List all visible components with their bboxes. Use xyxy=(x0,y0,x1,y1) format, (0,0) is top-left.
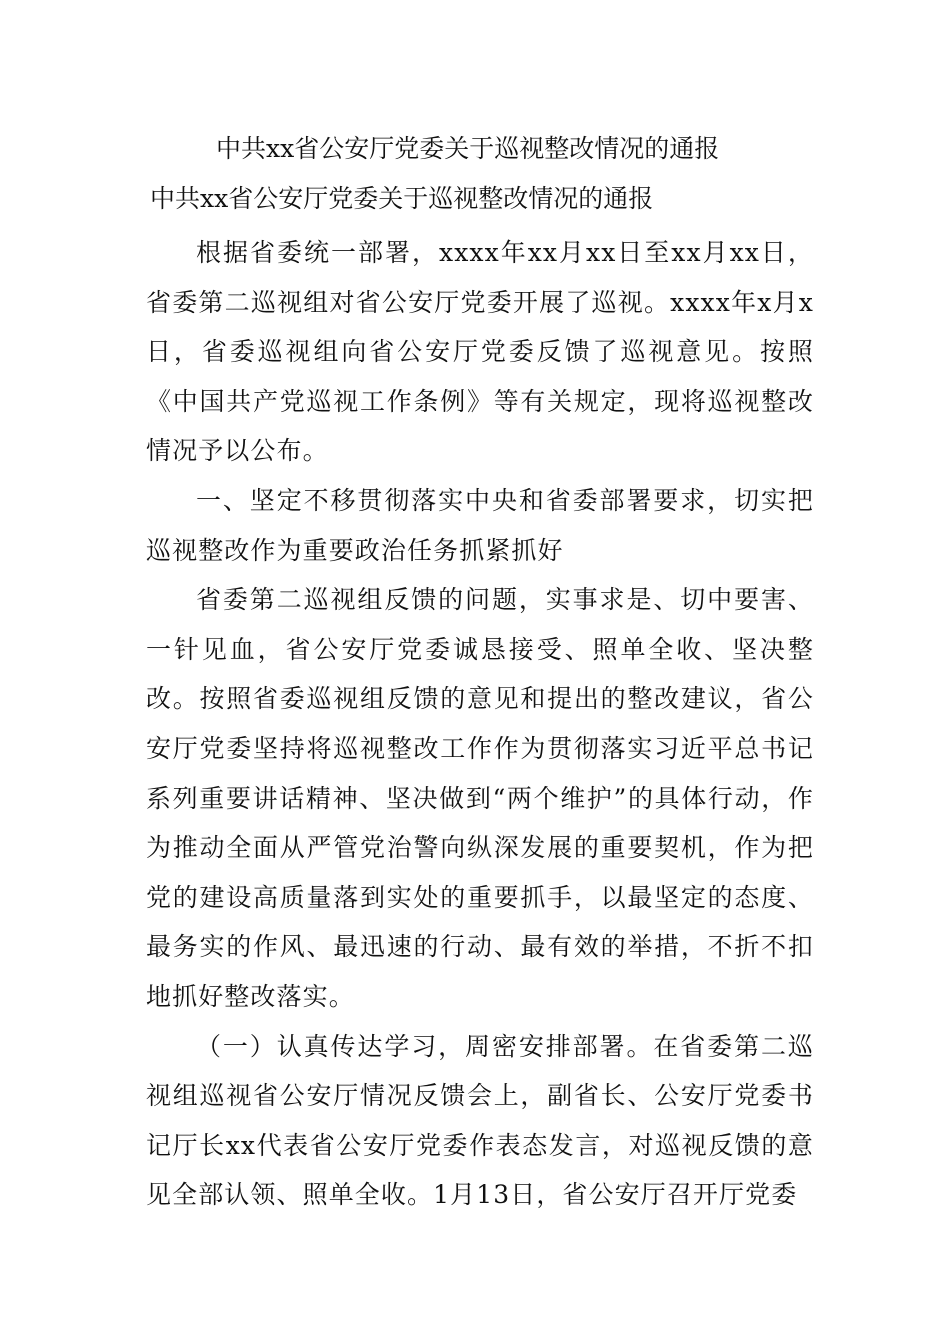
paragraph-intro: 根据省委统一部署，xxxx年xx月xx日至xx月xx日，省委第二巡视组对省公安厅党委开展了巡视。xxxx年x月x日，省委巡视组向省公安厅党委反馈了巡视意见。按照《中国共产党巡视工作条例》等有关规定，现将巡视整改情况予以公布。 xyxy=(146,238,814,466)
document-subtitle: 中共xx省公安厅党委关于巡视整改情况的通报 xyxy=(150,184,654,213)
document-title: 中共xx省公安厅党委关于巡视整改情况的通报 xyxy=(216,134,720,163)
paragraph-section-1: 省委第二巡视组反馈的问题，实事求是、切中要害、一针见血，省公安厅党委诚恳接受、照单全收、坚决整改。按照省委巡视组反馈的意见和提出的整改建议，省公安厅党委坚持将巡视整改工作作为贯彻落实习近平总书记系列重要讲话精神、坚决做到“两个维护”的具体行动，作为推动全面从严管党治警向纵深发展的重要契机，作为把党的建设高质量落到实处的重要抓手，以最坚定的态度、最务实的作风、最迅速的行动、最有效的举措，不折不扣地抓好整改落实。 xyxy=(146,585,814,1011)
paragraph-subsection-1: （一）认真传达学习，周密安排部署。在省委第二巡视组巡视省公安厅情况反馈会上，副省长、公安厅党委书记厅长xx代表省公安厅党委作表态发言，对巡视反馈的意见全部认领、照单全收。1月13日，省公安厅召开厅党委 xyxy=(146,1031,814,1210)
document-body xyxy=(146,228,814,1220)
section-heading-1: 一、坚定不移贯彻落实中央和省委部署要求，切实把巡视整改作为重要政治任务抓紧抓好 xyxy=(146,485,814,565)
